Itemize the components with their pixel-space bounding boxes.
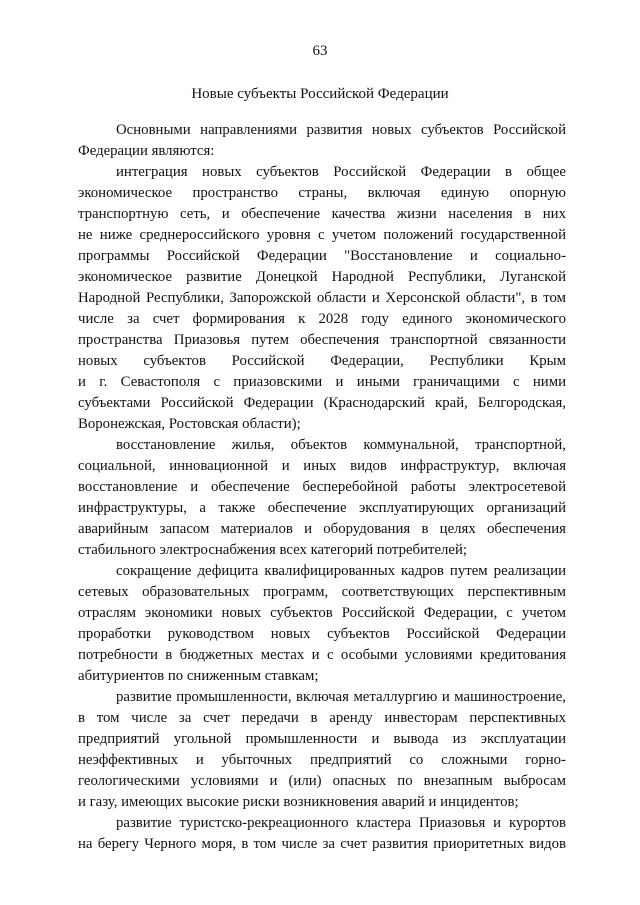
text-line: субъектами Российской Федерации (Краснодарский край, Белгородская, xyxy=(78,395,566,411)
body-text xyxy=(78,120,566,855)
text-line: пространства Приазовья путем обеспечения транспортной связанности xyxy=(78,332,566,348)
text-line: и г. Севастополя с приазовскими и иными граничащими с ними xyxy=(78,374,566,390)
text-line: Основными направлениями развития новых субъектов Российской xyxy=(116,122,566,138)
text-line: аварийным запасом материалов и оборудования в целях обеспечения xyxy=(78,521,566,537)
text-line: экономическое пространство страны, включая единую опорную xyxy=(78,185,566,201)
text-line: интеграция новых субъектов Российской Федерации в общее xyxy=(116,164,566,180)
text-line: на берегу Черного моря, в том числе за счет развития приоритетных видов xyxy=(78,836,566,852)
text-line: не ниже среднероссийского уровня с учетом положений государственной xyxy=(78,227,566,243)
section-title: Новые субъекты Российской Федерации xyxy=(191,86,449,102)
text-line: развитие туристско-рекреационного кластера Приазовья и курортов xyxy=(116,815,566,831)
text-line: потребности в бюджетных местах и с особыми условиями кредитования xyxy=(78,647,566,663)
text-line: геологическими условиями и (или) опасных по внезапным выбросам xyxy=(78,773,566,789)
text-line: неэффективных и убыточных предприятий со сложными горно- xyxy=(78,752,566,768)
text-line: стабильного электроснабжения всех категорий потребителей; xyxy=(78,542,468,558)
text-line: Народной Республики, Запорожской области и Херсонской области", в том xyxy=(78,290,566,306)
text-line: отраслям экономики новых субъектов Российской Федерации, с учетом xyxy=(78,605,566,621)
text-line: социальной, инновационной и иных видов инфраструктур, включая xyxy=(78,458,566,474)
text-line: сокращение дефицита квалифицированных кадров путем реализации xyxy=(116,563,566,579)
text-line: инфраструктуры, а также обеспечение эксплуатирующих организаций xyxy=(78,500,566,516)
text-line: абитуриентов по сниженным ставкам; xyxy=(78,668,319,684)
text-line: развитие промышленности, включая металлургию и машиностроение, xyxy=(116,689,566,705)
text-line: проработки руководством новых субъектов Российской Федерации xyxy=(78,626,566,642)
text-line: в том числе за счет передачи в аренду инвесторам перспективных xyxy=(78,710,566,726)
text-line: Федерации являются: xyxy=(78,143,215,159)
text-line: Воронежская, Ростовская области); xyxy=(78,416,301,432)
text-line: транспортную сеть, и обеспечение качества жизни населения в них xyxy=(78,206,566,222)
text-line: экономическое развитие Донецкой Народной Республики, Луганской xyxy=(78,269,566,285)
text-line: программы Российской Федерации "Восстановление и социально- xyxy=(78,248,566,264)
text-line: сетевых образовательных программ, соответствующих перспективным xyxy=(78,584,566,600)
text-line: числе за счет формирования к 2028 году единого экономического xyxy=(78,311,566,327)
text-line: восстановление и обеспечение бесперебойной работы электросетевой xyxy=(78,479,566,495)
text-line: восстановление жилья, объектов коммунальной, транспортной, xyxy=(116,437,566,453)
text-line: новых субъектов Российской Федерации, Республики Крым xyxy=(78,353,566,369)
text-line: предприятий угольной промышленности и вывода из эксплуатации xyxy=(78,731,566,747)
text-line: и газу, имеющих высокие риски возникновения аварий и инцидентов; xyxy=(78,794,519,810)
page-number: 63 xyxy=(312,43,328,59)
